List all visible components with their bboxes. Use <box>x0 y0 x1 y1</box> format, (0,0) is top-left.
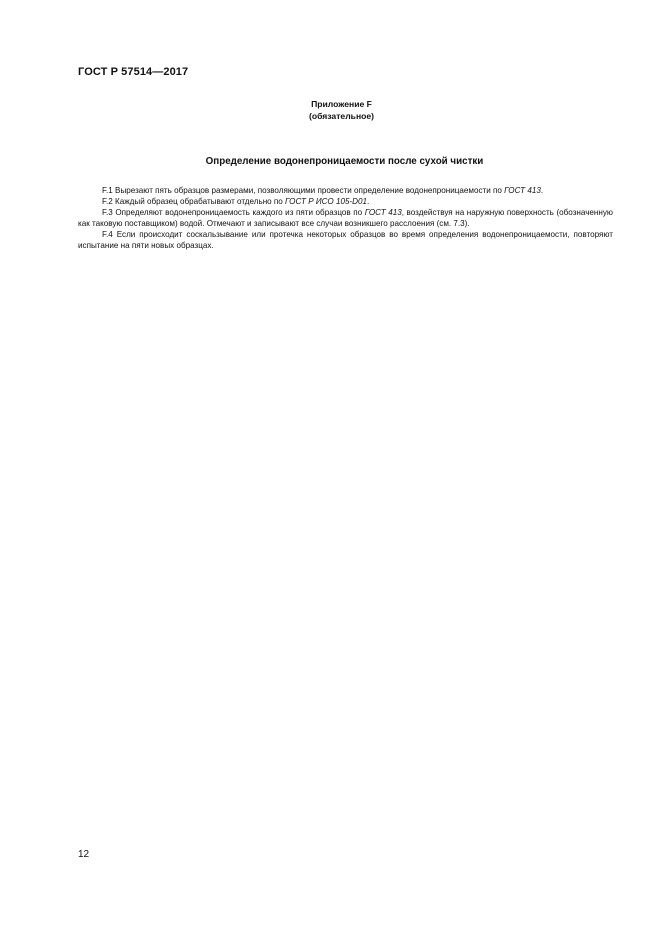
section-title-text: Определение водонепроницаемости после сухой чистки <box>205 156 484 167</box>
page-number <box>78 849 89 860</box>
paragraph-f2 <box>78 196 613 207</box>
annex-heading <box>0 98 661 122</box>
standard-reference: ГОСТ 413 <box>364 208 402 218</box>
standard-reference: ГОСТ 413 <box>504 186 541 195</box>
paragraph-f4 <box>78 229 613 251</box>
section-title <box>0 156 661 167</box>
standard-reference: ГОСТ Р ИСО 105-D01 <box>285 197 368 207</box>
body-text <box>78 185 613 252</box>
paragraph-f2-text-a: F.2 Каждый образец обрабатывают отдельно по <box>102 197 286 207</box>
page-number-text: 12 <box>78 849 90 860</box>
paragraph-f3-text-a: F.3 Определяют водонепроницаемость каждого из пяти образцов по <box>102 208 365 218</box>
document-header <box>78 66 188 78</box>
paragraph-f3-text-b: , воздействуя на наружную поверхность (обозначенную как таковую поставщиком) водой. Отмечают и записывают все случаи возникшего расслоения (см. 7.3). <box>78 208 613 229</box>
paragraph-f2-text-b: . <box>367 197 370 207</box>
paragraph-f4-text-a: F.4 Если происходит соскальзывание или протечка некоторых образцов во время определения водонепроницаемости, повторяют испытание на пяти новых образцах. <box>78 230 613 251</box>
annex-status: (обязательное) <box>308 111 375 121</box>
document-id: ГОСТ Р 57514—2017 <box>78 66 189 78</box>
annex-title: Приложение F <box>311 99 372 109</box>
paragraph-f1-text-b: . <box>540 186 544 195</box>
paragraph-f1-text-a: F.1 Вырезают пять образцов размерами, позволяющими провести определение водонепроницаемости по <box>102 186 505 195</box>
paragraph-f3 <box>78 207 613 229</box>
paragraph-f1 <box>78 185 613 196</box>
